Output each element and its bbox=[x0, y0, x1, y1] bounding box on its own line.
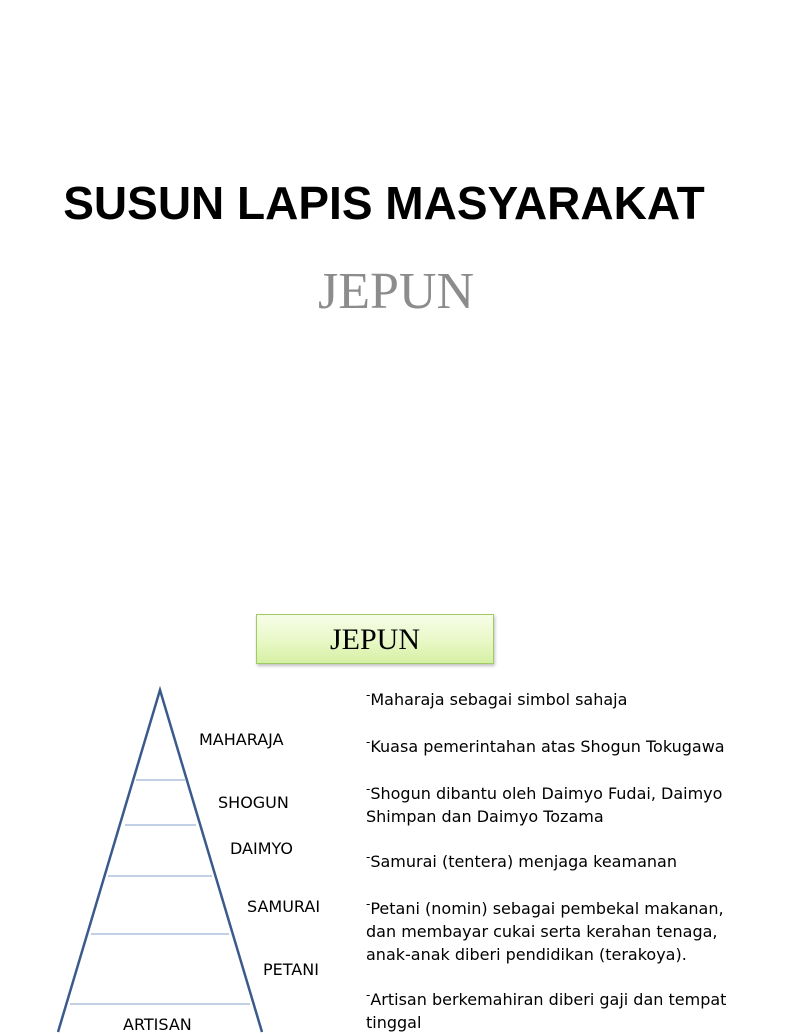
bullet-item: -Kuasa pemerintahan atas Shogun Tokugawa bbox=[366, 735, 725, 756]
tier-label-maharaja: MAHARAJA bbox=[199, 730, 284, 749]
tier-label-daimyo: DAIMYO bbox=[230, 839, 293, 858]
bullet-item: -Petani (nomin) sebagai pembekal makanan, dan membayar cukai serta kerahan tenaga, anak-anak diberi pendidikan (terakoya). bbox=[366, 897, 724, 964]
bullet-item: -Maharaja sebagai simbol sahaja bbox=[366, 688, 628, 709]
section-header-box: JEPUN bbox=[256, 614, 494, 664]
bullet-item: -Samurai (tentera) menjaga keamanan bbox=[366, 850, 677, 871]
tier-label-samurai: SAMURAI bbox=[247, 897, 321, 916]
slide-subtitle: JEPUN bbox=[317, 263, 475, 320]
tier-label-shogun: SHOGUN bbox=[218, 793, 289, 812]
tier-label-artisan: ARTISAN bbox=[123, 1015, 192, 1034]
slide-title: SUSUN LAPIS MASYARAKAT bbox=[63, 177, 705, 229]
bullet-item: -Shogun dibantu oleh Daimyo Fudai, Daimyo Shimpan dan Daimyo Tozama bbox=[366, 782, 723, 826]
tier-label-petani: PETANI bbox=[263, 960, 319, 979]
bullet-item: -Artisan berkemahiran diberi gaji dan tempat tinggal bbox=[366, 988, 727, 1032]
